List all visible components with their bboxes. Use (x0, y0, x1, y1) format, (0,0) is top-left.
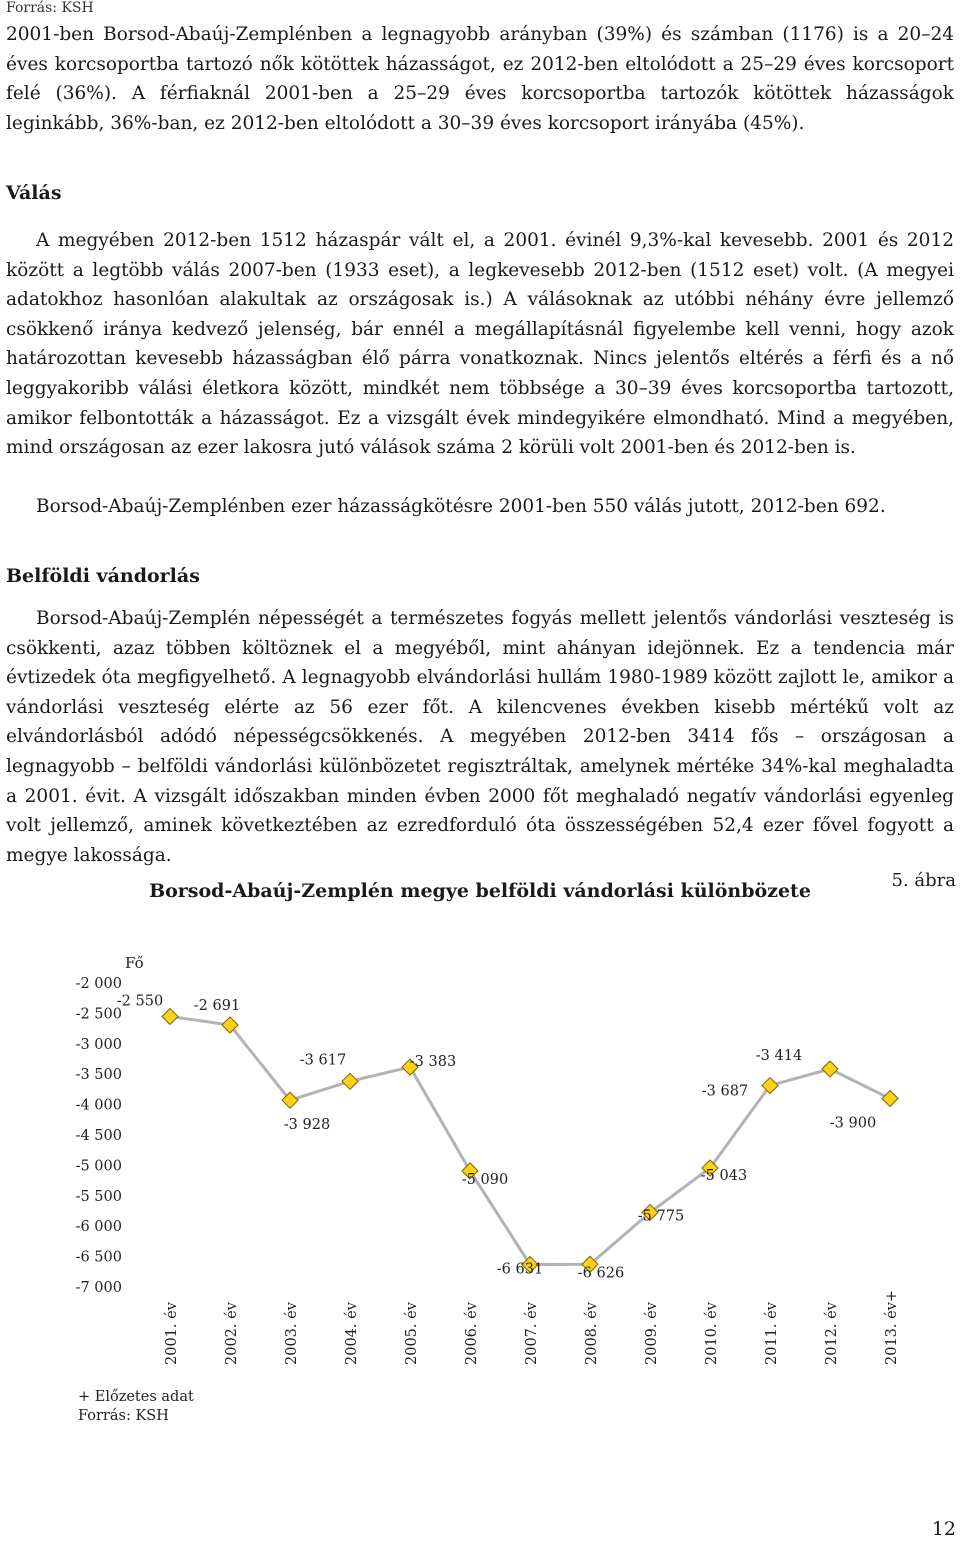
data-value-label: -3 414 (755, 1047, 803, 1064)
y-tick-label: -6 000 (75, 1219, 122, 1236)
data-value-label: -2 691 (193, 998, 241, 1015)
paragraph-marriage: 2001-ben Borsod-Abaúj-Zemplénben a legnagyobb arányban (39%) és számban (1176) is a 20–24 éves korcsoportba tartozó nők kötöttek házasságot, ez 2012-ben eltolódott a 25–29 éves korcsoport felé (36%). A férfiaknál 2001-ben a 25–29 éves korcsoportba tartozók kötöttek házasságok leginkább, 36%-ban, ez 2012-ben eltolódott a 30–39 éves korcsoport irányába (45%). (6, 24, 954, 134)
x-tick-label: 2008. év (584, 1302, 600, 1365)
y-axis-unit-label: Fő (125, 954, 144, 972)
y-tick-label: -3 500 (75, 1067, 122, 1084)
y-tick-label: -6 500 (75, 1249, 122, 1266)
data-point-marker (822, 1061, 838, 1077)
footnote-preliminary: + Előzetes adat (78, 1389, 194, 1405)
x-tick-label: 2009. év (644, 1302, 660, 1365)
data-value-label: -3 900 (829, 1115, 877, 1132)
chart-title: Borsod-Abaúj-Zemplén megye belföldi vándorlási különbözete (149, 880, 811, 902)
x-tick-label: 2003. év (284, 1302, 300, 1365)
page-number: 12 (931, 1518, 956, 1540)
data-value-label: -3 928 (283, 1117, 331, 1134)
data-point-marker (162, 1008, 178, 1024)
data-value-label: -5 090 (461, 1171, 509, 1188)
x-tick-label: 2011. év (764, 1302, 780, 1365)
x-tick-label: 2006. év (464, 1302, 480, 1365)
data-value-label: -6 631 (496, 1261, 544, 1278)
figure-label: 5. ábra (891, 870, 956, 891)
x-tick-label: 2005. év (404, 1302, 420, 1365)
x-tick-label: 2007. év (524, 1302, 540, 1365)
data-point-marker (882, 1091, 898, 1107)
data-value-label: -2 550 (116, 993, 164, 1010)
footnote-source: Forrás: KSH (78, 1408, 169, 1424)
y-tick-label: -4 000 (75, 1097, 122, 1114)
source-note-top: Forrás: KSH (6, 0, 94, 16)
y-tick-label: -5 000 (75, 1158, 122, 1175)
y-tick-label: -2 500 (75, 1006, 122, 1023)
data-value-label: -3 617 (299, 1052, 347, 1069)
data-value-label: -3 687 (701, 1083, 749, 1100)
y-tick-label: -4 500 (75, 1128, 122, 1144)
heading-divorce: Válás (6, 182, 62, 204)
heading-migration: Belföldi vándorlás (6, 565, 200, 587)
data-value-label: -3 383 (409, 1054, 457, 1071)
data-value-label: -6 626 (577, 1265, 625, 1282)
x-tick-label: 2004. év (344, 1302, 360, 1365)
data-point-marker (342, 1073, 358, 1089)
y-tick-label: -7 000 (75, 1280, 122, 1296)
y-tick-label: -5 500 (75, 1188, 122, 1205)
x-tick-label: 2001. év (164, 1302, 180, 1365)
paragraph-migration: Borsod-Abaúj-Zemplén népességét a természetes fogyás mellett jelentős vándorlási veszteség is csökkenti, azaz többen költöznek el a megyéből, mint ahányan idejönnek. Ez a tendencia már évtizedek óta megfigyelhető. A legnagyobb elvándorlási hullám 1980-1989 között zajlott le, amikor a vándorlási veszteség elérte az 56 ezer főt. A kilencvenes években kisebb mértékű volt az elvándorlásból adódó népességcsökkenés. A megyében 2012-ben 3414 fős – országosan a legnagyobb – belföldi vándorlási különbözetet regisztráltak, amelynek mértéke 34%-kal meghaladta a 2001. évit. A vizsgált időszakban minden évben 2000 főt meghaladó negatív vándorlási egyenleg volt jellemző, aminek következtében az ezredforduló óta összességében 52,4 ezer fővel fogyott a megye lakossága. (6, 608, 954, 866)
y-tick-label: -2 000 (75, 976, 122, 992)
x-tick-label: 2013. év+ (884, 1289, 900, 1365)
data-value-label: -5 043 (700, 1168, 748, 1185)
paragraph-divorce-ratio: Borsod-Abaúj-Zemplénben ezer házasságkötésre 2001-ben 550 válás jutott, 2012-ben 692. (36, 496, 886, 517)
x-tick-label: 2010. év (704, 1302, 720, 1365)
migration-line-chart (0, 920, 960, 1390)
data-value-label: -5 775 (637, 1208, 685, 1225)
x-tick-label: 2012. év (824, 1302, 840, 1365)
paragraph-divorce: A megyében 2012-ben 1512 házaspár vált el, a 2001. évinél 9,3%-kal kevesebb. 2001 és 2012 között a legtöbb válás 2007-ben (1933 eset), a legkevesebb 2012-ben (1512 eset) volt. (A megyei adatokhoz hasonlóan alakultak az országosak is.) A válásoknak az utóbbi néhány évre jellemző csökkenő iránya kedvező jelenség, bár ennél a megállapításnál figyelembe kell venni, hogy azok határozottan kevesebb házasságban élő párra vonatkoznak. Nincs jelentős eltérés a férfi és a nő leggyakoribb válási életkora között, mindkét nem többsége a 30–39 éves korcsoportba tartozott, amikor felbontották a házasságot. Ez a vizsgált évek mindegyikére elmondható. Mind a megyében, mind országosan az ezer lakosra jutó válások száma 2 körüli volt 2001-ben és 2012-ben is. (6, 230, 954, 459)
x-tick-label: 2002. év (224, 1302, 240, 1365)
y-tick-label: -3 000 (75, 1036, 122, 1053)
